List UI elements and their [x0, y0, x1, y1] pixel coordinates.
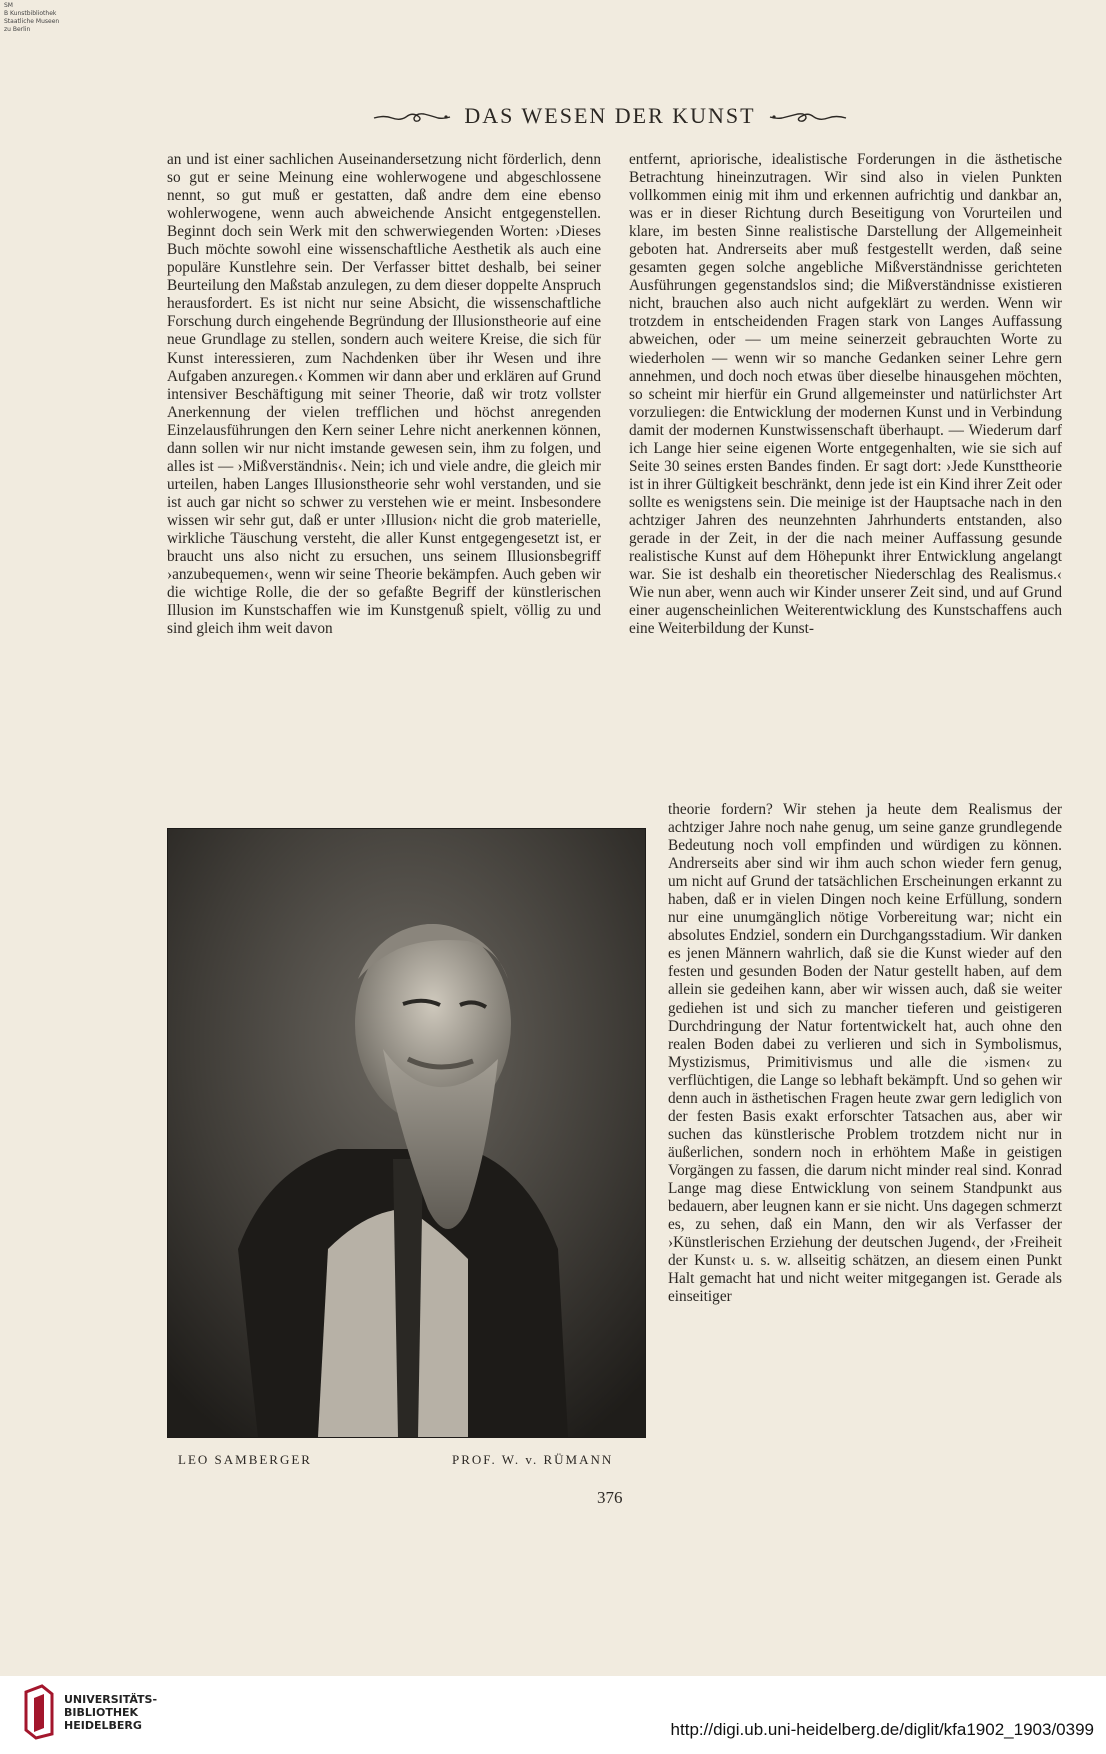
- right-text-column: [629, 151, 1062, 638]
- paragraph: entfernt, apriorische, idealistische Forderungen in die ästhetische Betrachtung hineinzutragen. Wir sind also in vielen Punkten vollkommen einig mit ihm und erkennen aufrichtig und dankbar an, was er in dieser Richtung durch Beseitigung von Vorurteilen und klare, im besten Sinne realistische Darstellung der Allgemeinheit geboten hat. Andrerseits aber muß festgestellt werden, daß seine gesamten gegen solche angebliche Mißverständnisse gerichteten Ausführungen gegenstandslos sind; die Mißverständnisse existieren nicht, brauchen also auch nicht aufgeklärt zu werden. Wenn wir trotzdem in entscheidenden Fragen stark von Langes Auffassung abweichen, oder — um meine seinerzeit gebrauchten Worte zu wiederholen — wenn wir so manche Gedanken seiner Lehre gern annehmen, und doch noch etwas über dieselbe hinausgehen möchten, so scheint mir hierfür ein Grund allgemeinster und natürlichster Art vorzuliegen: die Entwicklung der modernen Kunst und in Verbindung damit der modernen Kunstwissenschaft überhaupt. — Wiederum darf ich Lange hier seine eigenen Worte entgegenhalten, wie sie sich auf Seite 30 seines ersten Bandes finden. Er sagt dort: ›Jede Kunsttheorie ist in ihrer Gültigkeit beschränkt, denn jede ist ein Kind ihrer Zeit oder sollte es wenigstens sein. Die meinige ist der Hauptsache nach in den achtziger Jahren des neunzehnten Jahrhunderts entstanden, also gerade in der Zeit, in der die nach meiner Auffassung gesunde realistische Kunst auf dem Höhepunkt ihrer Entwicklung angelangt war. Sie ist deshalb ein theoretischer Niederschlag des Realismus.‹ Wie nun aber, wenn auch wir Kinder unserer Zeit sind, und auf Grund einer augenscheinlichen Weiterentwicklung des Kunstschaffens auch eine Weiterbildung der Kunst-: [629, 151, 1062, 638]
- artist-caption: LEO SAMBERGER: [178, 1452, 312, 1467]
- viewer-footer: [0, 1676, 1106, 1754]
- subject-caption: PROF. W. v. RÜMANN: [452, 1452, 614, 1467]
- page-title: DAS WESEN DER KUNST: [464, 103, 756, 128]
- right-ornament-icon: [768, 106, 848, 126]
- library-stamp: [4, 2, 74, 34]
- institution-line: UNIVERSITÄTS-: [64, 1693, 158, 1706]
- paragraph: an und ist einer sachlichen Auseinandersetzung nicht förderlich, denn so gut er seine Meinung eine wohlerwogene und abgeschlossene nennt, so gut muß er gestatten, daß andre dem eine ebenso wohlerwogene, wenn auch abweichende Ansicht entgegenstellen. Beginnt doch sein Werk mit den schwerwiegenden Worten: ›Dieses Buch möchte sowohl eine wissenschaftliche Aesthetik als auch eine populäre Kunstlehre sein. Der Verfasser bittet deshalb, bei seiner Beurteilung den Maßstab anzulegen, zu dem dieser doppelte Anspruch herausfordert. Es ist nicht nur seine Absicht, die wissenschaftliche Forschung durch eingehende Begründung der Illusionstheorie auf eine neue Grundlage zu stellen, sondern auch weitere Kreise, die sich für Kunst interessieren, zum Nachdenken über ihr Wesen und ihre Aufgaben anzuregen.‹ Kommen wir dann aber und erklären auf Grund intensiver Beschäftigung mit seiner Theorie, daß wir trotz vollster Anerkennung der vielen trefflichen und höchst anregenden Einzelausführungen den Kern seiner Lehre nicht anerkennen können, dann sollen wir nur nicht imstande gewesen sein, ihm zu folgen, und alles ist — ›Mißverständnis‹. Nein; ich und viele andre, die gleich mir urteilen, haben Langes Illusionstheorie sehr wohl verstanden, und sie ist auch gar nicht so schwer zu verstehen wie er meint. Insbesondere wissen wir sehr gut, daß er unter ›Illusion‹ nicht die grob materielle, wirkliche Täuschung versteht, die aller Kunst entgegengesetzt ist, er braucht uns also nicht zu ersuchen, uns seinem Illusionsbegriff ›anzubequemen‹, wenn wir seine Theorie bekämpfen. Auch geben wir die wichtige Rolle, die der so gefaßte Begriff der künstlerischen Illusion im Kunstschaffen wie im Kunstgenuß spielt, völlig zu und sind gleich ihm weit davon: [167, 151, 601, 638]
- stamp-line: zu Berlin: [4, 26, 31, 33]
- permalink-url[interactable]: http://digi.ub.uni-heidelberg.de/diglit/kfa1902_1903/0399: [670, 1720, 1094, 1739]
- stamp-line: Staatliche Museen: [4, 18, 60, 25]
- stamp-line: B Kunstbibliothek: [4, 10, 57, 17]
- page-number: 376: [597, 1488, 623, 1507]
- institution-line: HEIDELBERG: [64, 1719, 142, 1732]
- stamp-line: SM: [4, 2, 13, 9]
- university-logo-icon: [22, 1684, 56, 1740]
- paragraph: theorie fordern? Wir stehen ja heute dem Realismus der achtziger Jahre noch nahe genug, um seine ganze grundlegende Bedeutung noch voll empfinden und würdigen zu können. Andrerseits aber sind wir ihm auch schon wieder fern genug, um nicht auf Grund der tatsächlichen Erscheinungen erkannt zu haben, daß er in vielen Dingen noch keine Erfüllung, sondern nur eine unumgänglich nötige Vorbereitung war; nicht ein absolutes Endziel, sondern ein Durchgangsstadium. Wir danken es jenen Männern wahrlich, daß sie die Kunst wieder auf den festen und gesunden Boden der Natur gestellt haben, auf dem allein sie gedeihen kann, aber wir wissen auch, daß sie weiter gediehen ist und sich zu mancher tieferen und geistigeren Durchdringung der Natur fortentwickelt hat, auch ohne den realen Boden dabei zu verlieren und sich in Symbolismus, Mystizismus, Primitivismus und alle die ›ismen‹ zu verflüchtigen, die Lange so lebhaft bekämpft. Und so gehen wir denn auch in ästhetischen Fragen heute zwar gern lediglich von der festen Basis exakt erforschter Tatsachen aus, aber wir suchen das künstlerische Problem trotzdem nicht nur in äußerlichen, sondern noch in erhöhtem Maße in geistigen Vorgängen zu fassen, die darum nicht minder real sind. Konrad Lange mag diese Entwicklung von seinem Standpunkt aus bedauern, aber leugnen kann er sie nicht. Uns dagegen schmerzt es, zu sehen, daß ein Mann, den wir als Verfasser der ›Künstlerischen Erziehung der deutschen Jugend‹, der ›Freiheit der Kunst‹ u. s. w. allseitig schätzen, an diesem einen Punkt Halt gemacht hat und nicht weiter mitgegangen ist. Gerade als einseitiger: [668, 801, 1062, 1306]
- left-text-column: [167, 151, 601, 638]
- running-header: [350, 100, 870, 132]
- right-text-column-continued: [668, 801, 1062, 1306]
- institution-line: BIBLIOTHEK: [64, 1706, 139, 1719]
- portrait-image: [167, 828, 646, 1438]
- portrait-illustration: [168, 829, 645, 1437]
- institution-name: [64, 1693, 157, 1732]
- left-ornament-icon: [372, 106, 452, 126]
